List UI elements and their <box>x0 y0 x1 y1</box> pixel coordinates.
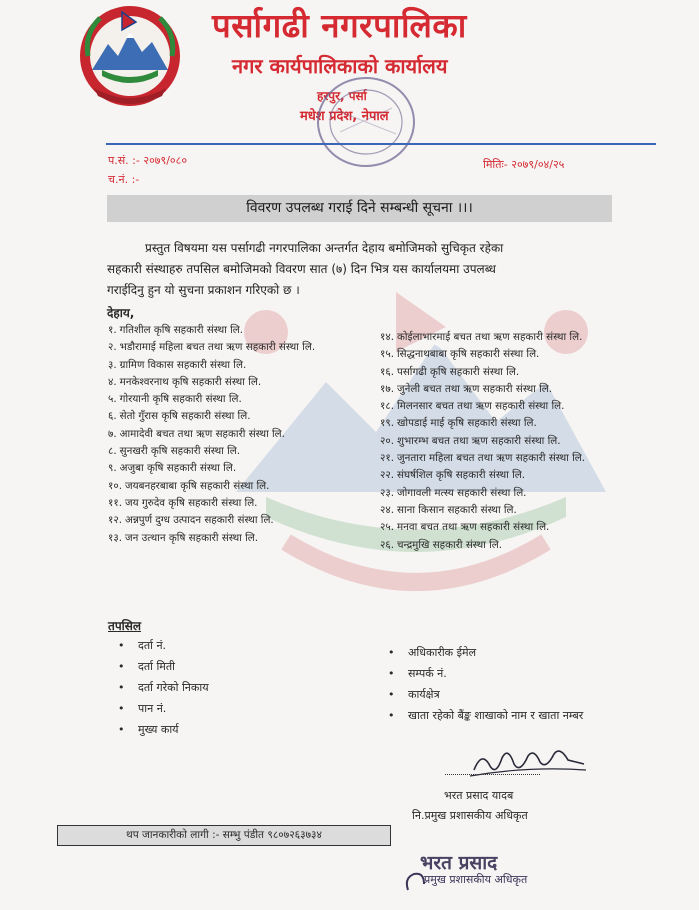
list-item <box>380 415 625 432</box>
item-name: अजुबा कृषि सहकारी संस्था लि. <box>119 462 237 475</box>
item-number: ६. <box>108 410 117 423</box>
detail-label: मुख्य कार्य <box>138 723 179 736</box>
item-name: जुनेली बचत तथा ऋण सहकारी संस्था लि. <box>396 382 553 395</box>
list-item <box>380 502 625 519</box>
item-name: सुनखरी कृषि सहकारी संस्था लि. <box>119 445 241 458</box>
item-name: पर्सागढी कृषि सहकारी संस्था लि. <box>396 365 520 378</box>
list-item <box>108 374 333 391</box>
item-name: संघर्षशिल कृषि सहकारी संस्था लि. <box>396 469 526 482</box>
detail-label: सम्पर्क नं. <box>408 667 447 680</box>
detail-label: कार्यक्षेत्र <box>408 688 440 701</box>
item-number: ५. <box>108 393 117 406</box>
item-number: २६. <box>380 538 394 551</box>
item-number: २०. <box>380 434 394 447</box>
reference-number: प.सं. :- २०७९/०८० <box>108 154 188 167</box>
item-name: जुनतारा महिला बचत तथा ऋण सहकारी संस्था लि. <box>396 452 586 465</box>
item-name: सिद्धनाथबाबा कृषि सहकारी संस्था लि. <box>396 348 540 361</box>
details-list-right <box>388 642 618 726</box>
header-divider <box>106 143 656 145</box>
handwritten-signature <box>468 740 588 784</box>
detail-label: खाता रहेको बैंङ्क शाखाको नाम र खाता नम्बर <box>408 709 584 722</box>
list-item <box>380 467 625 484</box>
item-number: १०. <box>108 479 122 492</box>
bullet-icon: • <box>388 667 395 680</box>
item-name: सेतो गुँरास कृषि सहकारी संस्था लि. <box>119 410 251 423</box>
item-name: मनवा बचत तथा ऋण सहकारी संस्था लि. <box>396 521 550 534</box>
item-number: २५. <box>380 521 394 534</box>
signatory-designation: नि.प्रमुख प्रशासकीय अधिकृत <box>412 809 528 822</box>
list-item <box>108 391 333 408</box>
item-number: २४. <box>380 503 394 516</box>
item-number: २२. <box>380 469 394 482</box>
item-name: गतिशील कृषि सहकारी संस्था लि. <box>119 324 244 336</box>
item-number: ८. <box>108 445 117 458</box>
list-item <box>388 705 618 726</box>
item-number: १६. <box>380 365 394 378</box>
item-name: गोरयानी कृषि सहकारी संस्था लि. <box>119 393 242 406</box>
officer-stamp-name: भरत प्रसाद <box>420 852 498 874</box>
notice-paragraph <box>107 238 612 301</box>
item-number: १५. <box>380 348 394 361</box>
list-item <box>380 485 625 502</box>
item-number: १३. <box>108 531 122 544</box>
list-item <box>108 460 333 477</box>
signature-line <box>445 774 540 775</box>
item-name: आमादेवी बचत तथा ऋण सहकारी संस्था लि. <box>119 427 285 440</box>
list-item <box>108 443 333 460</box>
list-item <box>388 684 618 705</box>
item-name: जयबनहरबाबा कृषि सहकारी संस्था लि. <box>124 479 270 492</box>
list-item <box>388 642 618 663</box>
letter-date: मितिः- २०७९/०४/२५ <box>483 158 565 171</box>
list-item <box>118 656 209 677</box>
list-item <box>108 495 333 512</box>
list-item <box>380 329 625 346</box>
item-number: २१. <box>380 452 394 465</box>
bullet-icon: • <box>388 709 395 722</box>
item-number: १८. <box>380 400 394 413</box>
item-name: मिलनसार बचत तथा ऋण सहकारी संस्था लि. <box>396 400 565 413</box>
item-name: खोपडाई माई कृषि सहकारी संस्था लि. <box>396 417 537 430</box>
item-number: १७. <box>380 382 394 395</box>
item-number: ३. <box>108 358 117 371</box>
bullet-icon: • <box>118 702 125 715</box>
item-number: ९. <box>108 462 117 475</box>
list-item <box>108 408 333 425</box>
paragraph-line: सहकारी संस्थाहरु तपसिल बमोजिमको विवरण सात (७) दिन भित्र यस कार्यालयमा उपलब्ध <box>107 262 496 276</box>
item-number: २. <box>108 341 117 354</box>
item-number: १९. <box>380 417 394 430</box>
notice-subject: विवरण उपलब्ध गराई दिने सम्बन्धी सूचना ।।। <box>107 195 612 222</box>
office-round-stamp <box>296 70 426 180</box>
item-number: १४. <box>380 331 394 343</box>
list-item <box>380 537 625 554</box>
list-item <box>108 478 333 495</box>
list-item <box>108 426 333 443</box>
bullet-icon: • <box>388 646 395 659</box>
list-intro: देहाय, <box>107 306 135 320</box>
list-item <box>380 346 625 363</box>
list-item <box>380 364 625 381</box>
bullet-icon: • <box>118 660 125 673</box>
detail-label: अधिकारीक ईमेल <box>408 646 477 659</box>
list-item <box>108 322 333 339</box>
item-name: चन्द्रमुखि सहकारी संस्था लि. <box>396 538 503 551</box>
detail-label: दर्ता मिती <box>138 660 176 673</box>
list-item <box>380 381 625 398</box>
officer-stamp-designation: प्रमुख प्रशासकीय अधिकृत <box>424 873 528 886</box>
details-heading: तपसिल <box>108 619 142 633</box>
list-item <box>108 339 333 356</box>
list-item <box>108 512 333 529</box>
address-line-2: मधेश प्रदेश, नेपाल <box>300 109 389 124</box>
item-name: ग्रामिण विकास सहकारी संस्था लि. <box>119 358 247 371</box>
item-number: ४. <box>108 375 117 388</box>
contact-info-box: थप जानकारीको लागी :- सम्भु पंडीत ९८०७२६३७३४ <box>57 825 391 846</box>
list-item <box>118 719 209 740</box>
paragraph-line: प्रस्तुत विषयमा यस पर्सागढी नगरपालिका अन्तर्गत देहाय बमोजिमको सुचिकृत रहेका <box>145 241 504 255</box>
municipality-name: पर्सागढी नगरपालिका <box>212 6 467 45</box>
signatory-name: भरत प्रसाद यादब <box>444 789 514 802</box>
item-number: ११. <box>108 496 122 509</box>
item-name: अन्नपुर्ण दुग्ध उत्पादन सहकारी संस्था लि. <box>124 514 274 527</box>
list-item <box>388 663 618 684</box>
detail-label: दर्ता नं. <box>138 639 167 652</box>
cooperative-list-left <box>108 322 333 547</box>
details-list-left <box>118 635 209 740</box>
detail-label: पान नं. <box>138 702 167 715</box>
bullet-icon: • <box>118 681 125 694</box>
item-name: जन उत्थान कृषि सहकारी संस्था लि. <box>124 531 259 544</box>
bullet-icon: • <box>118 723 125 736</box>
list-item <box>380 450 625 467</box>
list-item <box>118 635 209 656</box>
item-name: साना किसान सहकारी संस्था लि. <box>396 503 517 516</box>
paragraph-line: गराईदिनु हुन यो सुचना प्रकाशन गरिएको छ । <box>107 283 300 297</box>
item-name: कोईलाभारमाई बचत तथा ऋण सहकारी संस्था लि. <box>396 331 583 343</box>
office-name: नगर कार्यपालिकाको कार्यालय <box>232 54 448 78</box>
detail-label: दर्ता गरेको निकाय <box>138 681 209 694</box>
item-name: शुभारम्भ बचत तथा ऋण सहकारी संस्था लि. <box>396 434 561 447</box>
list-item <box>108 357 333 374</box>
municipality-emblem-logo <box>78 4 182 108</box>
list-item <box>380 398 625 415</box>
item-number: १२. <box>108 514 122 527</box>
address-line-1: हरपुर, पर्सा <box>317 89 367 103</box>
item-number: १. <box>108 324 117 336</box>
dispatch-number: च.नं. :- <box>108 173 140 186</box>
item-number: ७. <box>108 427 117 440</box>
cooperative-list-right <box>380 329 625 554</box>
item-name: जोगावली मत्स्य सहकारी संस्था लि. <box>396 486 527 499</box>
item-name: जय गुरुदेव कृषि सहकारी संस्था लि. <box>124 496 258 509</box>
list-item <box>118 677 209 698</box>
bullet-icon: • <box>118 639 125 652</box>
item-name: मनकेश्वरनाथ कृषि सहकारी संस्था लि. <box>119 375 262 388</box>
bullet-icon: • <box>388 688 395 701</box>
list-item <box>380 433 625 450</box>
list-item <box>108 530 333 547</box>
item-name: भडौरामाई महिला बचत तथा ऋण सहकारी संस्था लि. <box>119 341 316 354</box>
list-item <box>380 519 625 536</box>
item-number: २३. <box>380 486 394 499</box>
list-item <box>118 698 209 719</box>
